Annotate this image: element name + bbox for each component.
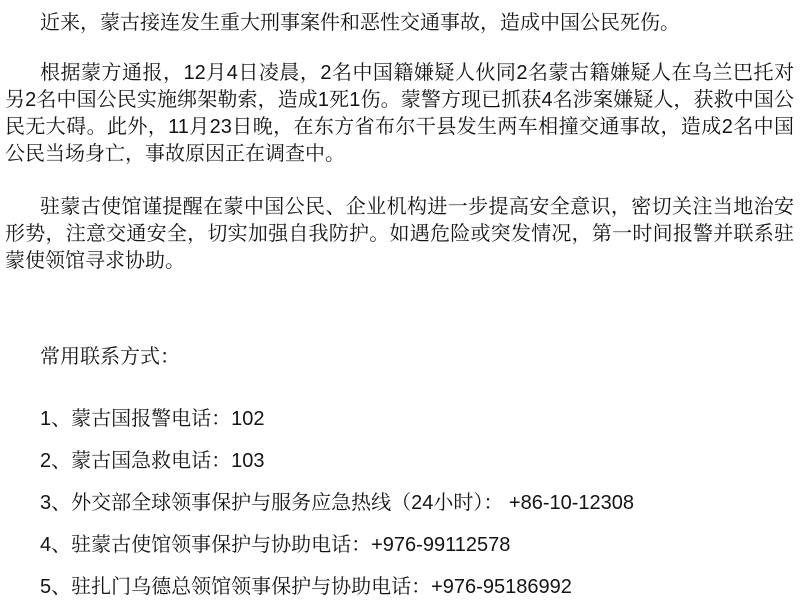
contact-section-title: 常用联系方式：	[40, 346, 180, 368]
paragraph-safety-reminder: 驻蒙古使馆谨提醒在蒙中国公民、企业机构进一步提高安全意识，密切关注当地治安形势，注意交通安全，切实加强自我防护。如遇危险或突发情况，第一时间报警并联系驻蒙使领馆寻求协助。	[5, 196, 794, 272]
contact-item-ambulance-phone: 2、蒙古国急救电话：103	[40, 450, 265, 472]
contact-item-police-phone: 1、蒙古国报警电话：102	[40, 408, 265, 430]
paragraph-incident-details: 根据蒙方通报，12月4日凌晨，2名中国籍嫌疑人伙同2名蒙古籍嫌疑人在乌兰巴托对另2名中国公民实施绑架勒索，造成1死1伤。蒙警方现已抓获4名涉案嫌疑人，获救中国公民无大碍。此外，11月23日晚，在东方省布尔干县发生两车相撞交通事故，造成2名中国公民当场身亡，事故原因正在调查中。	[5, 62, 794, 165]
paragraph-recent-incidents: 近来，蒙古接连发生重大刑事案件和恶性交通事故，造成中国公民死伤。	[40, 12, 680, 34]
contact-item-zamyn-uud-consulate-phone: 5、驻扎门乌德总领馆领事保护与协助电话：+976-95186992	[40, 576, 572, 598]
contact-item-mfa-hotline: 3、外交部全球领事保护与服务应急热线（24小时）： +86-10-12308	[40, 492, 635, 514]
contact-item-embassy-phone: 4、驻蒙古使馆领事保护与协助电话：+976-99112578	[40, 534, 511, 556]
